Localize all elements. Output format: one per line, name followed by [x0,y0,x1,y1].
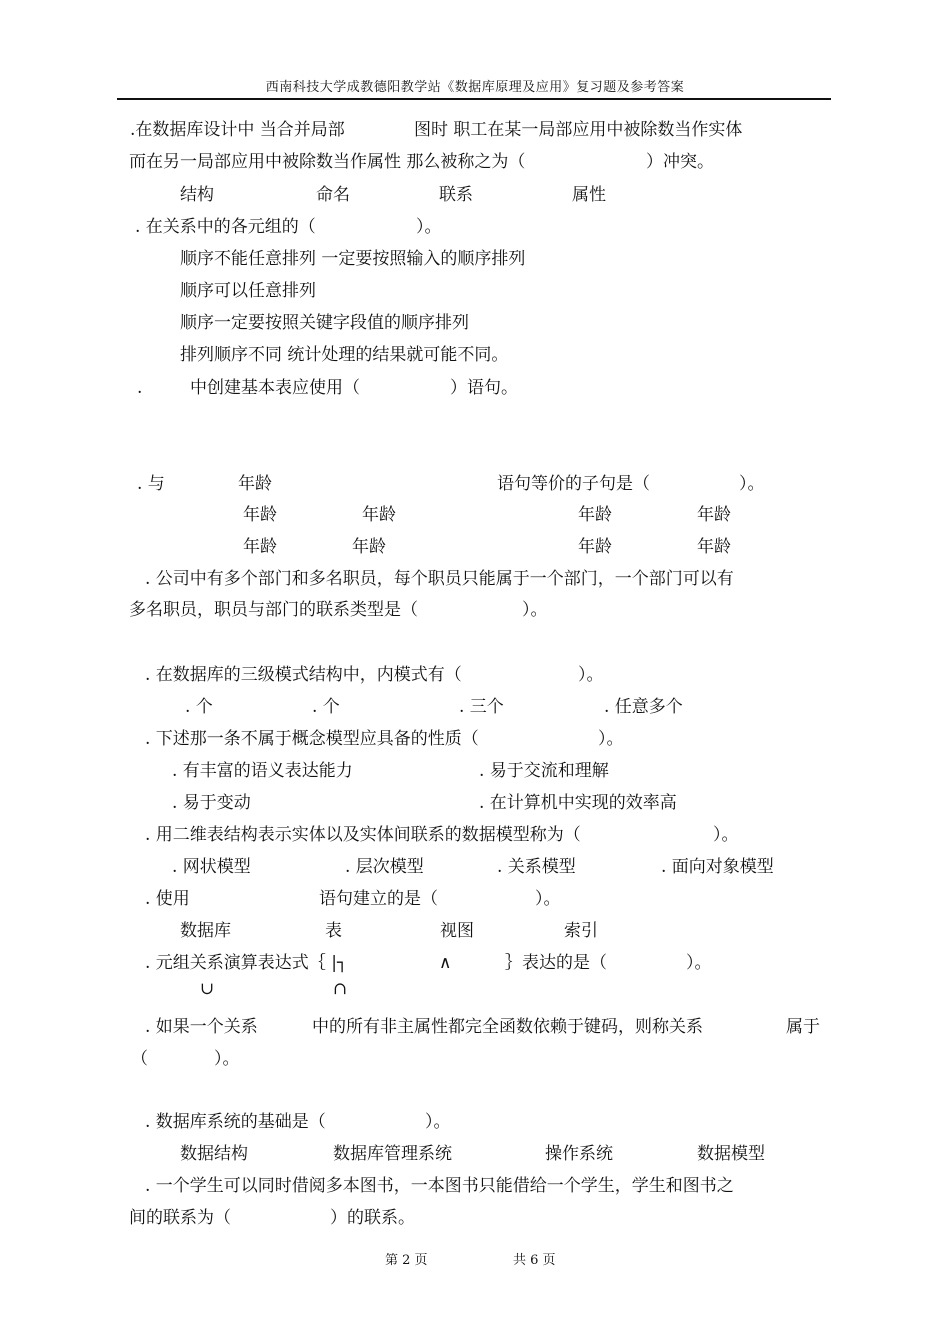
option: 操作系统 [545,1144,613,1164]
question: . 使用 [145,889,190,909]
option: . 层次模型 [345,857,424,877]
option: . 关系模型 [497,857,576,877]
option: 年龄 [243,505,277,525]
text-line: ）。 [425,1112,451,1132]
question: 中创建基本表应使用（ [190,378,360,398]
text-line: ∧ [439,953,452,973]
option: 顺序不能任意排列 一定要按照输入的顺序排列 [180,249,526,269]
text-line: 多名职员，职员与部门的联系类型是（ [129,600,418,620]
text-line: ）。 [214,1049,240,1069]
text-line: 而在另一局部应用中被除数当作属性 那么被称之为（ [129,152,526,172]
question: . 在数据库的三级模式结构中，内模式有（ [145,665,462,685]
text-line: 属于 [786,1017,820,1037]
text-line: 中的所有非主属性都完全函数依赖于键码，则称关系 [312,1017,703,1037]
question: . 公司中有多个部门和多名职员，每个职员只能属于一个部门，一个部门可以有 [145,569,734,589]
option: . 有丰富的语义表达能力 [172,761,353,781]
option: 年龄 [697,537,731,557]
option: 表 [325,921,342,941]
question: . 在关系中的各元组的（ [135,217,316,237]
question: . 如果一个关系 [145,1017,258,1037]
text-line: ）的联系。 [330,1208,415,1228]
option: 顺序可以任意排列 [180,281,316,301]
text-line: ）。 [416,217,442,237]
text-line: 年龄 [238,474,272,494]
option: . 个 [185,697,213,717]
option: 年龄 [578,537,612,557]
option: . 易于变动 [172,793,251,813]
text-line: ）。 [598,729,624,749]
option: 排列顺序不同 统计处理的结果就可能不同。 [180,345,509,365]
option: . 三个 [459,697,504,717]
text-line: ）。 [686,953,712,973]
page-number: 第 2 页 [385,1253,428,1268]
question: . 一个学生可以同时借阅多本图书，一本图书只能借给一个学生，学生和图书之 [145,1176,734,1196]
text-line: .在数据库设计中 当合并局部 [130,120,345,140]
question: . 用二维表结构表示实体以及实体间联系的数据模型称为（ [145,825,581,845]
text-line: 图时 职工在某一局部应用中被除数当作实体 [414,120,743,140]
option: 数据库 [180,921,231,941]
option: 结构 [180,185,214,205]
question: . 数据库系统的基础是（ [145,1112,326,1132]
option: 命名 [316,185,350,205]
question: . 下述那一条不属于概念模型应具备的性质（ [145,729,479,749]
text-line: ）。 [578,665,604,685]
option: . 网状模型 [172,857,251,877]
option: 数据库管理系统 [333,1144,452,1164]
text-line: ）冲突。 [646,152,714,172]
option: ∩ [333,979,348,999]
text-line: ）。 [713,825,739,845]
option: . 易于交流和理解 [479,761,609,781]
question: . 与 [137,474,165,494]
option: 年龄 [352,537,386,557]
page-total: 共 6 页 [513,1253,556,1268]
option: 联系 [439,185,473,205]
option: ∪ [200,979,215,999]
text-line: ）语句。 [450,378,518,398]
option: . 面向对象模型 [661,857,774,877]
option: 顺序一定要按照关键字段值的顺序排列 [180,313,469,333]
text-line: 语句等价的子句是（ [497,474,650,494]
option: 数据模型 [697,1144,765,1164]
text-line: 间的联系为（ [129,1208,231,1228]
text-line: ｝表达的是（ [505,953,607,973]
text-line: 语句建立的是（ [319,889,438,909]
option: 属性 [572,185,606,205]
option: . 任意多个 [604,697,683,717]
text-line: ）。 [739,474,765,494]
text-line: （ [131,1049,148,1069]
question: . [137,378,143,398]
option: 年龄 [243,537,277,557]
option: 年龄 [578,505,612,525]
page-header: 西南科技大学成教德阳教学站《数据库原理及应用》复习题及参考答案 [265,80,685,95]
option: 年龄 [362,505,396,525]
header-rule [117,98,831,100]
option: 索引 [564,921,598,941]
option: . 个 [312,697,340,717]
option: 数据结构 [180,1144,248,1164]
text-line: ）。 [522,600,548,620]
option: 年龄 [697,505,731,525]
option: . 在计算机中实现的效率高 [479,793,677,813]
option: 视图 [440,921,474,941]
question: . 元组关系演算表达式｛ |┐ [145,953,348,973]
text-line: ）。 [535,889,561,909]
